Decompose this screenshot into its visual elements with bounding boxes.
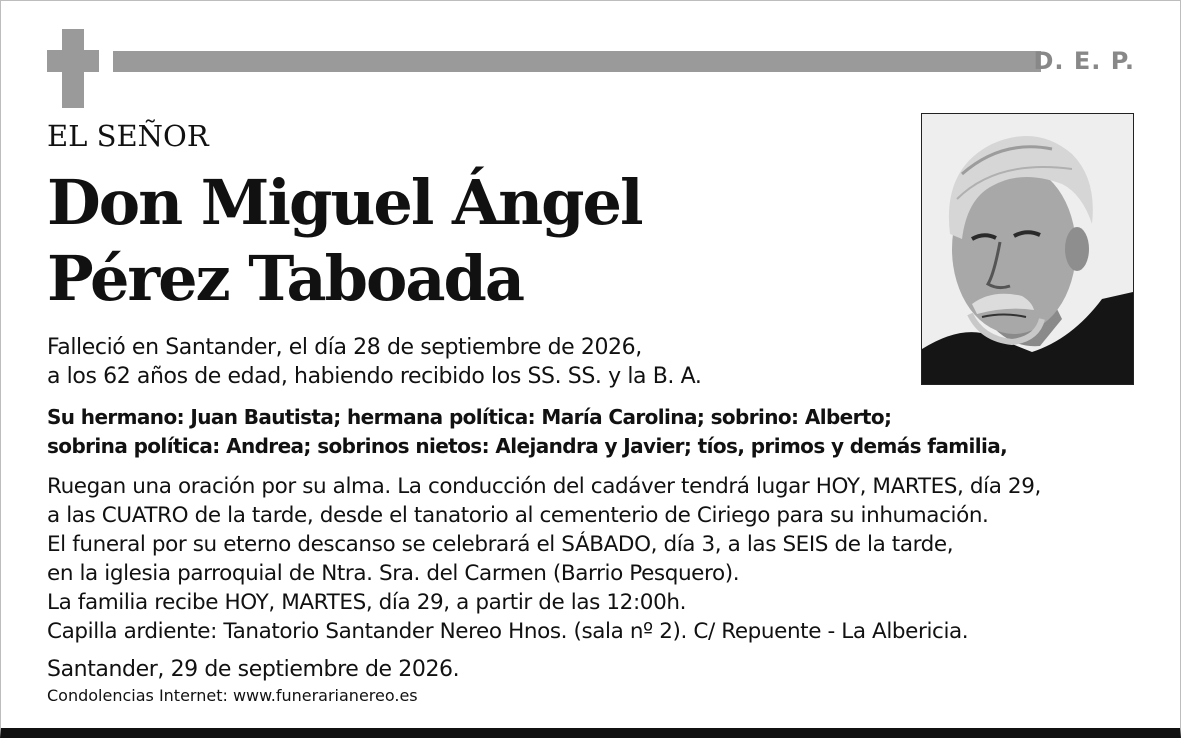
portrait-icon bbox=[922, 114, 1133, 384]
text-line: Capilla ardiente: Tanatorio Santander Nereo Hnos. (sala nº 2). C/ Repuente - La Albericia. bbox=[47, 619, 969, 644]
text-line: sobrina política: Andrea; sobrinos nietos: Alejandra y Javier; tíos, primos y demás familia, bbox=[47, 434, 1008, 458]
text-line: Ruegan una oración por su alma. La conducción del cadáver tendrá lugar HOY, MARTES, día 29, bbox=[47, 474, 1041, 499]
header-rule bbox=[113, 51, 1041, 72]
funeral-details bbox=[47, 472, 1041, 646]
text-line: Su hermano: Juan Bautista; hermana política: María Carolina; sobrino: Alberto; bbox=[47, 405, 892, 429]
name-line: Don Miguel Ángel bbox=[47, 166, 642, 239]
text-line: Falleció en Santander, el día 28 de septiembre de 2026, bbox=[47, 335, 642, 360]
condolences-link[interactable]: Condolencias Internet: www.funerarianereo.es bbox=[47, 686, 418, 705]
text-line: en la iglesia parroquial de Ntra. Sra. del Carmen (Barrio Pesquero). bbox=[47, 561, 740, 586]
dep-label: D. E. P. bbox=[1033, 47, 1135, 75]
text-line: a los 62 años de edad, habiendo recibido los SS. SS. y la B. A. bbox=[47, 364, 702, 389]
text-line: a las CUATRO de la tarde, desde el tanatorio al cementerio de Ciriego para su inhumación. bbox=[47, 503, 989, 528]
intro-label: EL SEÑOR bbox=[47, 119, 209, 153]
deceased-name bbox=[47, 165, 867, 317]
text-line: El funeral por su eterno descanso se celebrará el SÁBADO, día 3, a las SEIS de la tarde, bbox=[47, 532, 954, 557]
family-list bbox=[47, 403, 1007, 461]
death-notice bbox=[47, 333, 701, 391]
name-line: Pérez Taboada bbox=[47, 242, 524, 315]
text-line: La familia recibe HOY, MARTES, día 29, a partir de las 12:00h. bbox=[47, 590, 687, 615]
place-date: Santander, 29 de septiembre de 2026. bbox=[47, 657, 460, 682]
portrait-photo bbox=[921, 113, 1134, 385]
